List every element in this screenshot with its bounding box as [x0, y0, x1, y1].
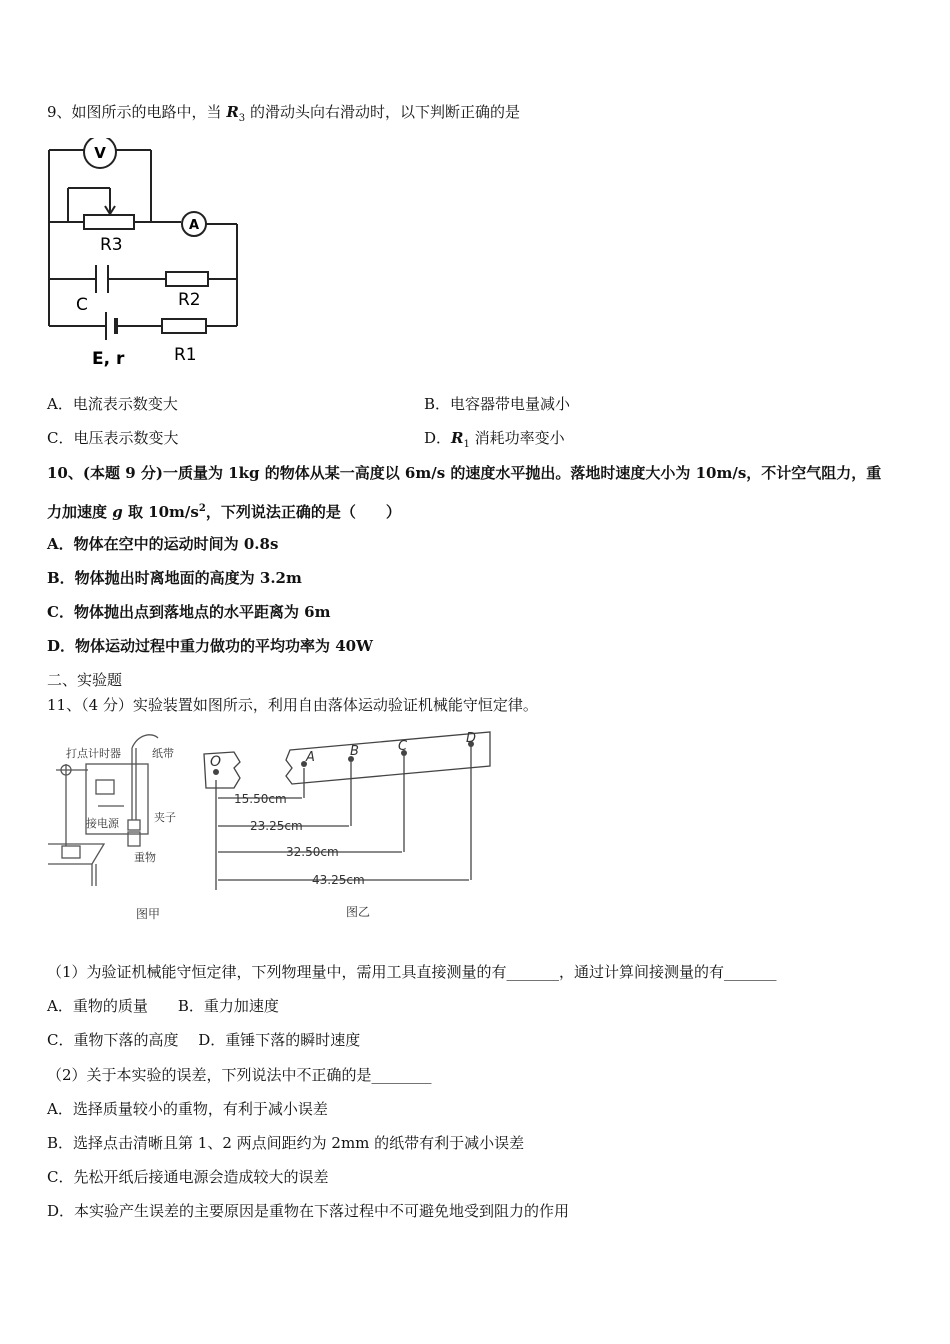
- power-label: 接电源: [86, 817, 119, 830]
- point-o-label: O: [210, 754, 222, 770]
- q11-part1: （1）为验证机械能守恒定律，下列物理量中，需用工具直接测量的有_______，通过计算间接测量的有_______: [47, 963, 777, 981]
- distance-c-label: 32.50cm: [286, 845, 339, 859]
- q11-part2: （2）关于本实验的误差，下列说法中不正确的是________: [47, 1066, 432, 1084]
- q11-part1-options-ab: A．重物的质量 B．重力加速度: [47, 997, 279, 1015]
- paper-tape-figure: [198, 722, 498, 927]
- apparatus-figure: [48, 726, 198, 926]
- q11-part2-option-b: B．选择点击清晰且第 1、2 两点间距约为 2mm 的纸带有利于减小误差: [47, 1134, 525, 1152]
- section-heading: 二、实验题: [47, 671, 123, 689]
- r2-label: R2: [178, 290, 201, 310]
- voltmeter-label: V: [94, 144, 106, 162]
- distance-a-label: 15.50cm: [234, 792, 287, 806]
- point-c-label: C: [398, 739, 408, 754]
- point-d-label: D: [466, 731, 477, 746]
- q10-option-a: A．物体在空中的运动时间为 0.8s: [47, 535, 279, 553]
- q11-part2-option-d: D．本实验产生误差的主要原因是重物在下落过程中不可避免地受到阻力的作用: [47, 1202, 570, 1220]
- q10-option-c: C．物体抛出点到落地点的水平距离为 6m: [47, 603, 331, 621]
- battery-label: E, r: [92, 349, 125, 369]
- q9-options-cd: C．电压表示数变大 D．$R_1$ 消耗功率变小: [47, 429, 565, 450]
- distance-d-label: 43.25cm: [312, 873, 365, 887]
- weight-label: 重物: [134, 851, 156, 864]
- r3-label: R3: [100, 235, 123, 255]
- timer-label: 打点计时器: [66, 747, 121, 760]
- circuit-diagram: [44, 138, 249, 378]
- q10-stem-line2: 力加速度 g 取 $10m/s^2$，下列说法正确的是（ ）: [47, 503, 401, 521]
- q10-option-d: D．物体运动过程中重力做功的平均功率为 40W: [47, 637, 373, 655]
- point-b-label: B: [350, 744, 359, 759]
- r1-label: R1: [174, 345, 197, 365]
- clamp-label: 夹子: [154, 811, 176, 824]
- q11-part2-option-a: A．选择质量较小的重物，有利于减小误差: [47, 1100, 328, 1118]
- point-a-label: A: [306, 750, 315, 765]
- tape-label: 纸带: [152, 747, 174, 760]
- q10-option-b: B．物体抛出时离地面的高度为 3.2m: [47, 569, 302, 587]
- q9-stem: 9、如图所示的电路中，当 $R_3$ 的滑动头向右滑动时，以下判断正确的是: [47, 103, 520, 124]
- figure-jia-caption: 图甲: [136, 907, 161, 921]
- q11-stem: 11、（4 分）实验装置如图所示，利用自由落体运动验证机械能守恒定律。: [47, 696, 538, 714]
- q11-part1-options-cd: C．重物下落的高度 D．重锤下落的瞬时速度: [47, 1031, 361, 1049]
- distance-b-label: 23.25cm: [250, 819, 303, 833]
- q10-stem-line1: 10、(本题 9 分)一质量为 1kg 的物体从某一高度以 6m/s 的速度水平抛出。落地时速度大小为 10m/s，不计空气阻力，重: [47, 464, 882, 482]
- q9-options-ab: A．电流表示数变大 B．电容器带电量减小: [47, 395, 571, 413]
- q11-part2-option-c: C．先松开纸后接通电源会造成较大的误差: [47, 1168, 329, 1186]
- capacitor-label: C: [76, 295, 88, 315]
- ammeter-label: A: [188, 218, 200, 233]
- figure-yi-caption: 图乙: [346, 905, 371, 919]
